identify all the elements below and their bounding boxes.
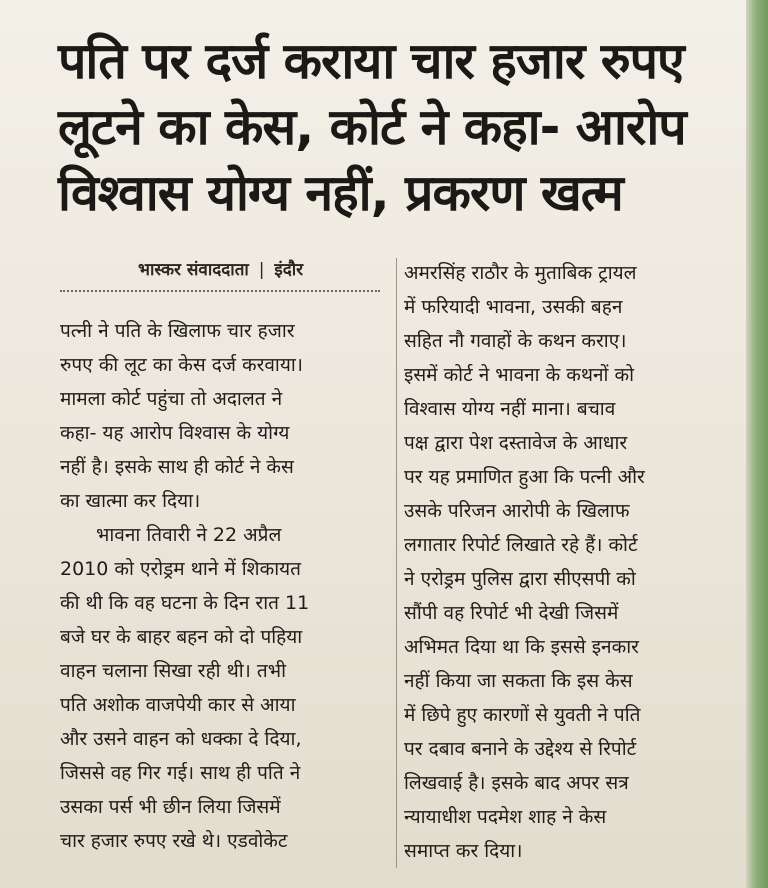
page-edge [746,0,768,888]
left-column [60,314,388,858]
text-line: पर दबाव बनाने के उद्देश्य से रिपोर्ट [404,738,637,760]
byline [138,257,303,280]
text-line: कहा- यह आरोप विश्वास के योग्य [60,422,290,444]
column-divider [396,258,397,868]
text-line: लिखवाई है। इसके बाद अपर सत्र [404,772,629,794]
text-line: उसके परिजन आरोपी के खिलाफ [404,500,630,522]
text-line: जिससे वह गिर गई। साथ ही पति ने [60,762,301,784]
byline-city: इंदौर [274,260,304,280]
dotted-rule [60,290,380,292]
text-line: में फरियादी भावना, उसकी बहन [404,296,623,318]
text-line: बजे घर के बाहर बहन को दो पहिया [60,626,303,648]
text-line: नहीं है। इसके साथ ही कोर्ट ने केस [60,456,294,478]
text-line: नहीं किया जा सकता कि इस केस [404,670,633,692]
text-line: पर यह प्रमाणित हुआ कि पत्नी और [404,466,645,488]
byline-separator: | [258,260,265,280]
text-line: में छिपे हुए कारणों से युवती ने पति [404,704,641,726]
text-line: विश्वास योग्य नहीं माना। बचाव [404,398,616,420]
text-line: सौंपी वह रिपोर्ट भी देखी जिसमें [404,602,619,624]
text-line: मामला कोर्ट पहुंचा तो अदालत ने [60,388,283,410]
headline-line: पति पर दर्ज कराया चार हजार रुपए [58,32,684,90]
text-line: पति अशोक वाजपेयी कार से आया [60,694,296,716]
text-line: चार हजार रुपए रखे थे। एडवोकेट [60,830,288,852]
headline-line: लूटने का केस, कोर्ट ने कहा- आरोप [58,98,686,156]
text-line: ने एरोड्रम पुलिस द्वारा सीएसपी को [404,568,636,590]
text-line: 2010 को एरोड्रम थाने में शिकायत [60,558,301,580]
text-line: भावना तिवारी ने 22 अप्रैल [96,524,282,546]
text-line: सहित नौ गवाहों के कथन कराए। [404,330,627,352]
text-line: वाहन चलाना सिखा रही थी। तभी [60,660,287,682]
text-line: की थी कि वह घटना के दिन रात 11 [60,592,310,614]
text-line: और उसने वाहन को धक्का दे दिया, [60,728,302,750]
text-line: उसका पर्स भी छीन लिया जिसमें [60,796,281,818]
right-column [404,256,720,868]
byline-reporter: भास्कर संवाददाता [138,260,249,280]
headline-line: विश्वास योग्य नहीं, प्रकरण खत्म [58,164,623,222]
text-line: न्यायाधीश पदमेश शाह ने केस [404,806,607,828]
text-line: इसमें कोर्ट ने भावना के कथनों को [404,364,635,386]
text-line: का खात्मा कर दिया। [60,490,201,512]
text-line: पक्ष द्वारा पेश दस्तावेज के आधार [404,432,628,454]
text-line: पत्नी ने पति के खिलाफ चार हजार [60,320,295,342]
text-line: अभिमत दिया था कि इससे इनकार [404,636,639,658]
text-line: रुपए की लूट का केस दर्ज करवाया। [60,354,303,376]
headline [58,28,738,226]
text-line: समाप्त कर दिया। [404,840,523,862]
text-line: लगातार रिपोर्ट लिखाते रहे हैं। कोर्ट [404,534,638,556]
text-line: अमरसिंह राठौर के मुताबिक ट्रायल [404,262,637,284]
